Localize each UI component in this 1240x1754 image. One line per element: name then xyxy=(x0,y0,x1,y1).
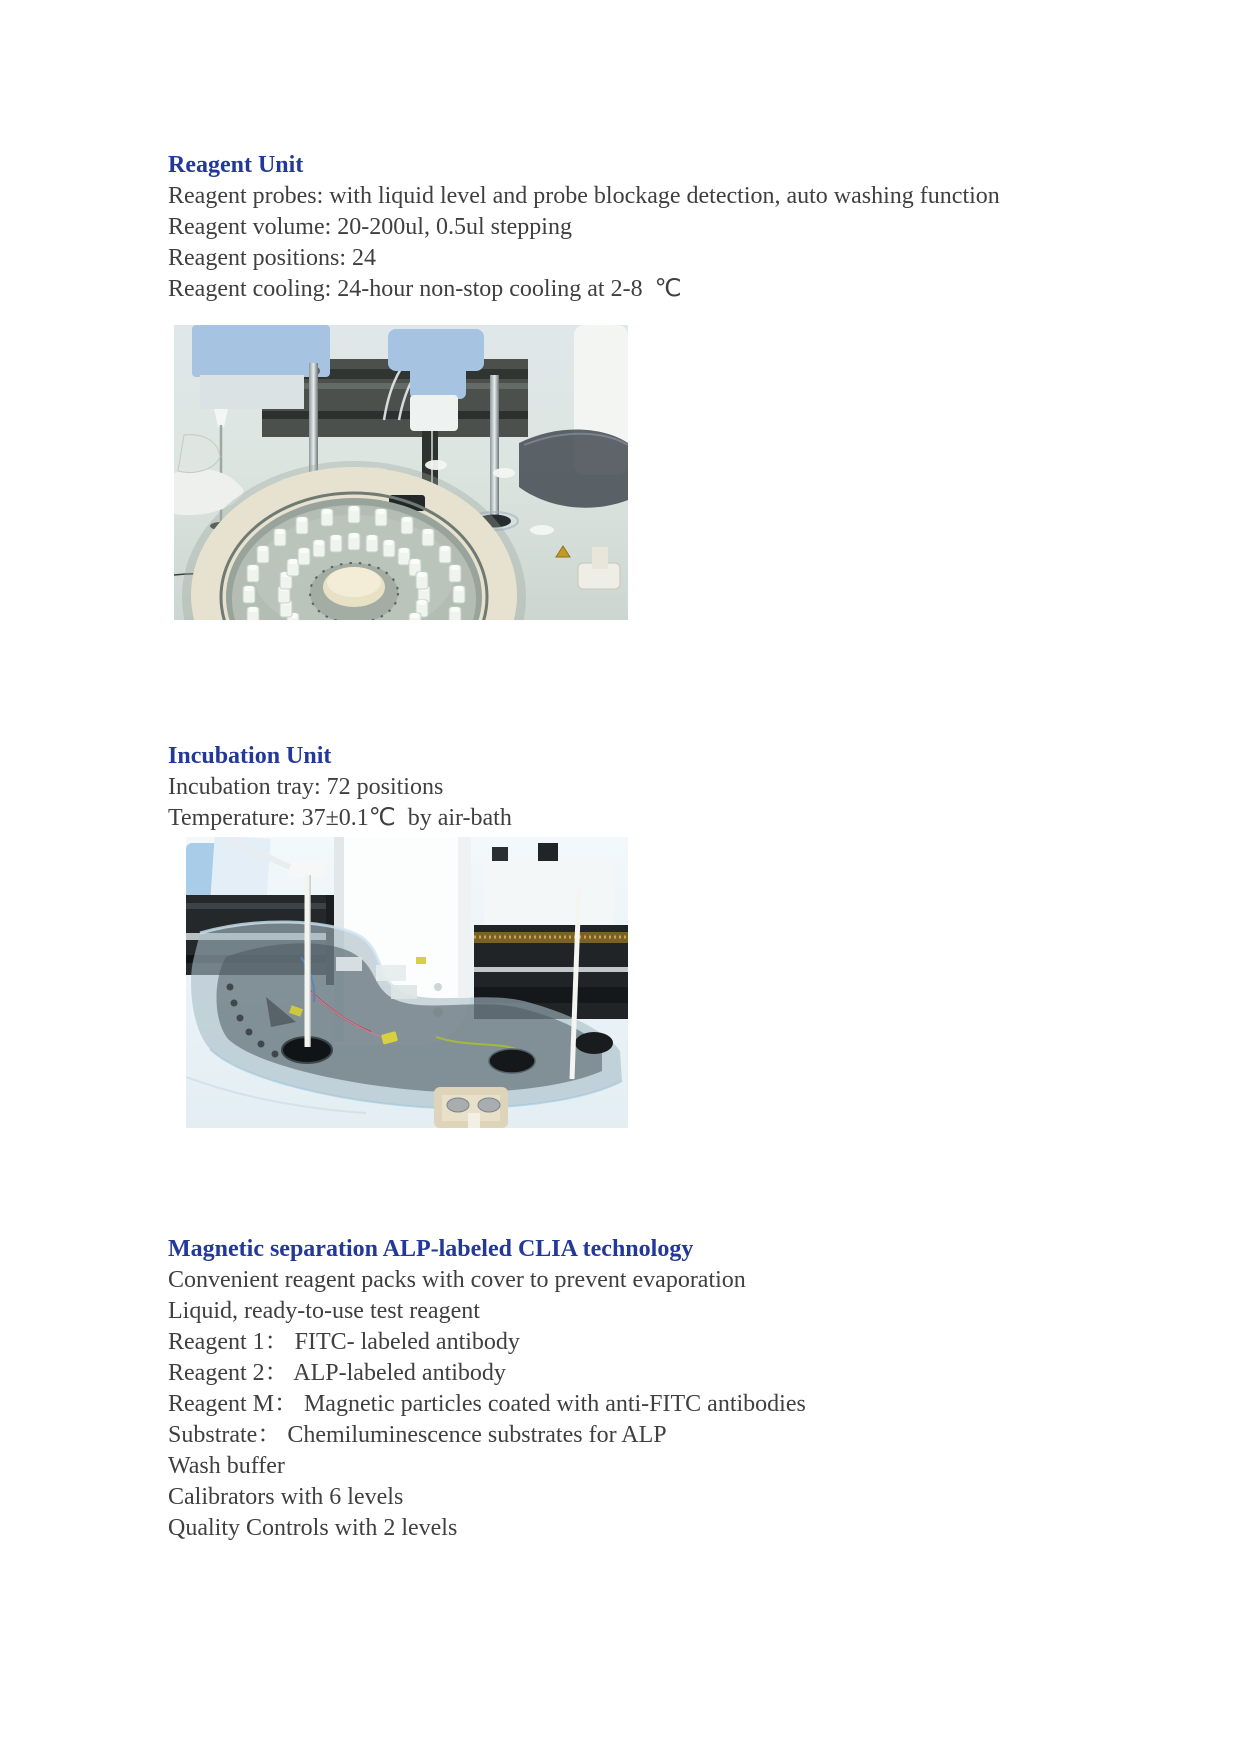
section-heading-clia-technology: Magnetic separation ALP-labeled CLIA technology xyxy=(168,1236,694,1262)
spec-line: Reagent 1： FITC- labeled antibody xyxy=(168,1329,520,1355)
spec-line: Calibrators with 6 levels xyxy=(168,1484,404,1510)
right-gantry xyxy=(474,843,628,1019)
reagent-carousel-photo xyxy=(174,325,1140,625)
section-heading-reagent-unit: Reagent Unit xyxy=(168,152,304,178)
incubation-unit-photo xyxy=(186,837,1140,1133)
spec-line: Quality Controls with 2 levels xyxy=(168,1515,458,1541)
incubation-unit-photo-image xyxy=(186,837,628,1128)
section-clia-technology xyxy=(168,1234,1140,1544)
spec-line: Temperature: 37±0.1℃ by air-bath xyxy=(168,805,512,831)
spec-line: Reagent cooling: 24-hour non-stop cooling at 2-8 ℃ xyxy=(168,276,682,302)
spec-line: Incubation tray: 72 positions xyxy=(168,774,444,800)
section-heading-incubation-unit: Incubation Unit xyxy=(168,743,332,769)
bottom-clamp xyxy=(434,1087,508,1128)
spec-line: Wash buffer xyxy=(168,1453,285,1479)
reagent-carousel-photo-image xyxy=(174,325,628,620)
spec-line: Reagent probes: with liquid level and probe blockage detection, auto washing function xyxy=(168,183,1000,209)
spec-line: Reagent volume: 20-200ul, 0.5ul stepping xyxy=(168,214,572,240)
section-incubation-unit xyxy=(168,741,1140,1133)
spec-line: Reagent positions: 24 xyxy=(168,245,376,271)
spec-line: Reagent 2： ALP-labeled antibody xyxy=(168,1360,506,1386)
spec-line: Liquid, ready-to-use test reagent xyxy=(168,1298,480,1324)
spec-line: Convenient reagent packs with cover to prevent evaporation xyxy=(168,1267,746,1293)
spec-line: Reagent M： Magnetic particles coated with anti-FITC antibodies xyxy=(168,1391,806,1417)
section-reagent-unit xyxy=(168,150,1140,625)
spec-line: Substrate： Chemiluminescence substrates for ALP xyxy=(168,1422,667,1448)
